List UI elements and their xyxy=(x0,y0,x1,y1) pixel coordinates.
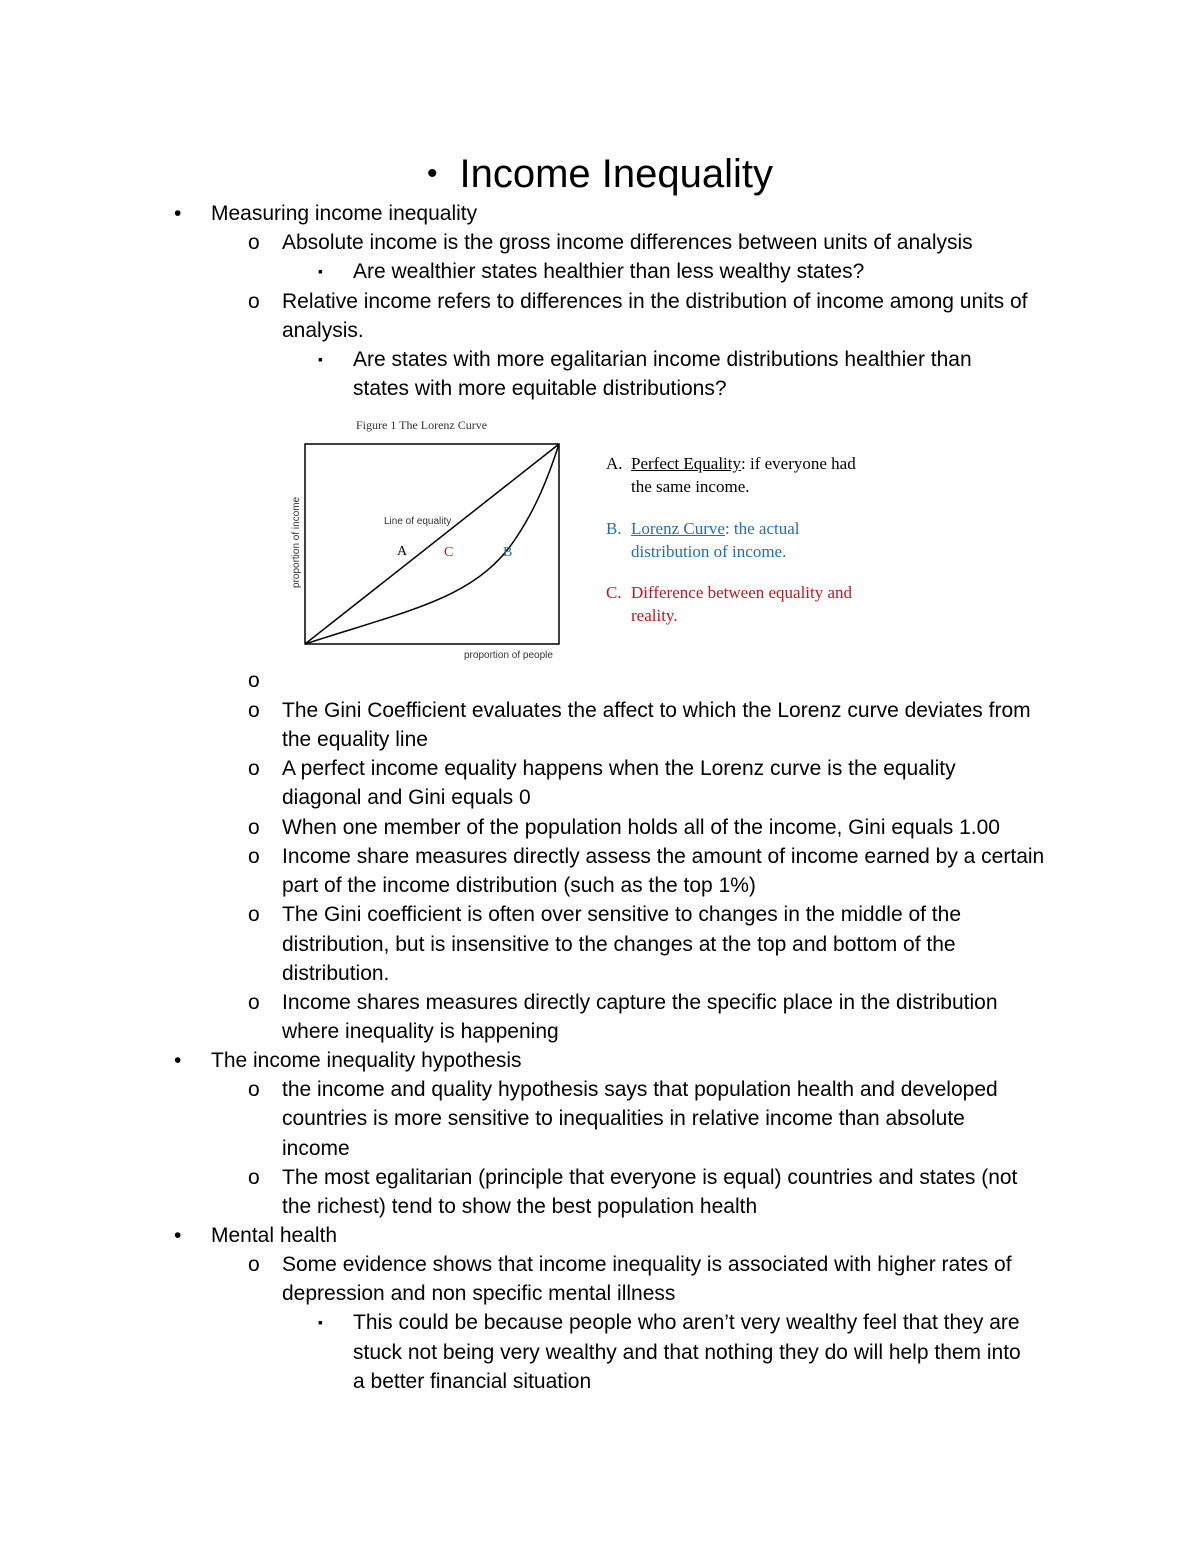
bullet-marker: o xyxy=(248,231,260,254)
legend-text: : if everyone had xyxy=(741,454,856,473)
bullet-marker: o xyxy=(248,699,260,722)
bullet-marker: o xyxy=(248,1078,260,1101)
bullet-marker: o xyxy=(248,903,260,926)
legend-letter: C. xyxy=(606,583,622,602)
legend-text: Difference between equality and xyxy=(631,583,853,602)
list-item-continuation: part of the income distribution (such as the top 1%) xyxy=(282,874,756,897)
bullet-marker: ▪ xyxy=(318,263,323,279)
x-axis-label: proportion of people xyxy=(464,650,553,661)
page-title xyxy=(0,148,1200,200)
list-item: This could be because people who aren’t very wealthy feel that they are xyxy=(353,1311,1020,1334)
bullet-marker: • xyxy=(174,202,182,225)
legend-letter: A. xyxy=(606,454,623,473)
legend-text: : the actual xyxy=(724,519,800,538)
region-c-label: C xyxy=(444,545,454,560)
bullet-marker: o xyxy=(248,669,260,692)
list-item: Mental health xyxy=(211,1224,338,1247)
legend-text-line2: distribution of income. xyxy=(631,542,787,561)
list-item: Relative income refers to differences in the distribution of income among units of xyxy=(282,290,1028,313)
legend-item-c xyxy=(606,581,906,627)
legend-term: Perfect Equality xyxy=(631,454,741,473)
legend-text-line2: the same income. xyxy=(631,477,750,496)
bullet-marker: o xyxy=(248,757,260,780)
equality-line xyxy=(305,444,559,644)
list-item-continuation: the richest) tend to show the best population health xyxy=(282,1195,758,1218)
list-item: the income and quality hypothesis says that population health and developed xyxy=(282,1078,998,1101)
list-item: The income inequality hypothesis xyxy=(211,1049,522,1072)
legend-term: Lorenz Curve xyxy=(631,519,725,538)
bullet-marker: o xyxy=(248,845,260,868)
list-item-continuation: diagonal and Gini equals 0 xyxy=(282,786,531,809)
list-item: The most egalitarian (principle that everyone is equal) countries and states (not xyxy=(282,1166,1018,1189)
bullet-marker: • xyxy=(174,1049,182,1072)
region-a-label: A xyxy=(397,544,408,559)
list-item-continuation: distribution. xyxy=(282,962,390,985)
legend-item-b xyxy=(606,517,906,563)
list-item-continuation: where inequality is happening xyxy=(282,1020,559,1043)
list-item: Are states with more egalitarian income distributions healthier than xyxy=(353,348,972,371)
list-item: A perfect income equality happens when the Lorenz curve is the equality xyxy=(282,757,956,780)
bullet-marker: o xyxy=(248,816,260,839)
list-item-continuation: depression and non specific mental illness xyxy=(282,1282,676,1305)
list-item-continuation: distribution, but is insensitive to the changes at the top and bottom of the xyxy=(282,933,956,956)
list-item: Income share measures directly assess the amount of income earned by a certain xyxy=(282,845,1045,868)
list-item: Some evidence shows that income inequality is associated with higher rates of xyxy=(282,1253,1012,1276)
list-item: Income shares measures directly capture the specific place in the distribution xyxy=(282,991,998,1014)
list-item-continuation: countries is more sensitive to inequalities in relative income than absolute xyxy=(282,1107,965,1130)
bullet-marker: o xyxy=(248,1166,260,1189)
list-item: Are wealthier states healthier than less wealthy states? xyxy=(353,260,865,283)
list-item-continuation: analysis. xyxy=(282,319,364,342)
lorenz-curve-figure xyxy=(286,438,576,668)
equality-line-label: Line of equality xyxy=(384,516,452,527)
legend-letter: B. xyxy=(606,519,622,538)
region-b-label: B xyxy=(503,545,513,560)
list-item: Absolute income is the gross income differences between units of analysis xyxy=(282,231,973,254)
list-item: The Gini Coefficient evaluates the affect to which the Lorenz curve deviates from xyxy=(282,699,1031,722)
legend-item-a xyxy=(606,452,906,498)
list-item-continuation: income xyxy=(282,1137,350,1160)
bullet-marker: ▪ xyxy=(318,1314,323,1330)
y-axis-label: proportion of income xyxy=(291,496,302,588)
list-item: The Gini coefficient is often over sensitive to changes in the middle of the xyxy=(282,903,961,926)
bullet-marker: • xyxy=(174,1224,182,1247)
bullet-marker: ▪ xyxy=(318,351,323,367)
list-item: Measuring income inequality xyxy=(211,202,478,225)
bullet-marker: o xyxy=(248,991,260,1014)
figure-caption: Figure 1 The Lorenz Curve xyxy=(356,418,488,432)
title-bullet: • xyxy=(426,157,438,190)
list-item-continuation: states with more equitable distributions? xyxy=(353,377,727,400)
list-item: When one member of the population holds all of the income, Gini equals 1.00 xyxy=(282,816,1000,839)
bullet-marker: o xyxy=(248,1253,260,1276)
legend-text-line2: reality. xyxy=(631,606,678,625)
list-item-continuation: a better financial situation xyxy=(353,1370,592,1393)
list-item-continuation: stuck not being very wealthy and that nothing they do will help them into xyxy=(353,1341,1021,1364)
bullet-marker: o xyxy=(248,290,260,313)
title-text: Income Inequality xyxy=(459,152,774,196)
list-item-continuation: the equality line xyxy=(282,728,428,751)
